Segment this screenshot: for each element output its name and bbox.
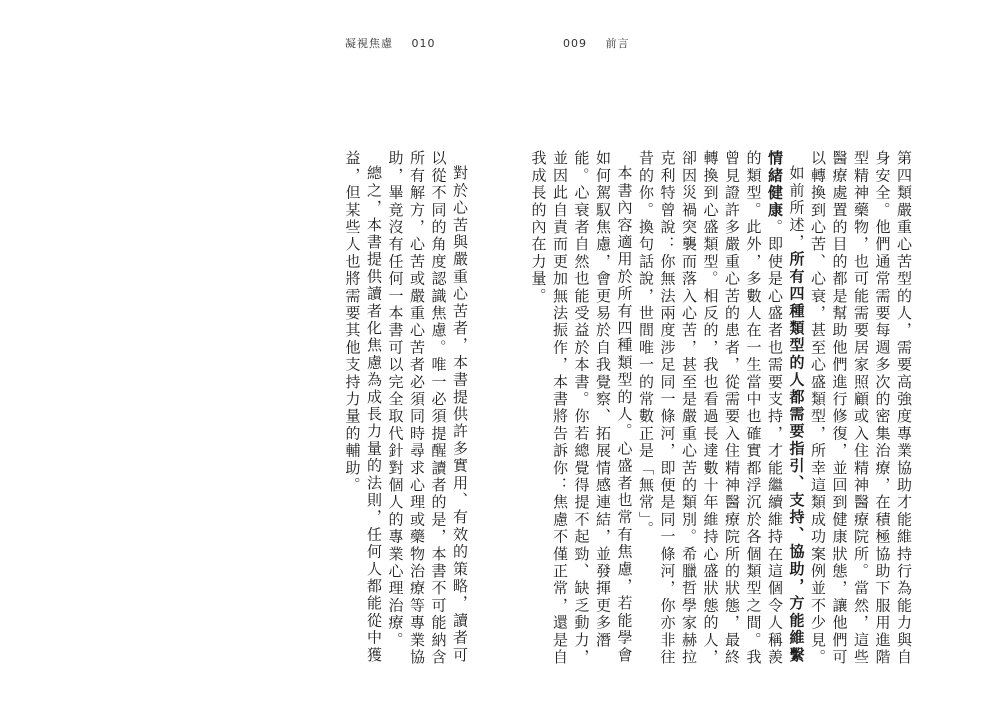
paragraph: 總之，本書提供讀者化焦慮為成長力量的法則，任何人都能從中獲益，但某些人也將需要其他支持力量的輔助。	[343, 150, 383, 664]
paragraph: 第四類嚴重心苦型的人，需要高強度專業協助才能維持行為能力與自身安全。他們通常需要每週多次的密集治療，在積極協助下服用進階型精神藥物，也可能需要居家照顧或入住精神醫療院所。當然，這些醫療處置的目的都是幫助他們進行修復，並回到健康狀態，讓他們可以轉換到心苦、心衰，甚至心盛類型，所幸這類成功案例並不少見。	[809, 150, 913, 666]
paragraph: 對於心苦與嚴重心苦者，本書提供許多實用、有效的策略，讀者可以從不同的角度認識焦慮。唯一必須提醒讀者的是，本書不可能納含所有解方，心苦或嚴重心苦者必須同時尋求心理或藥物治療等專業協助，畢竟沒有任何一本書可以完全取代針對個人的專業心理治療。	[386, 150, 469, 666]
left-page-body	[140, 150, 470, 680]
paragraph: 本書內容適用於所有四種類型的人。心盛者也常有焦慮，若能學會如何駕馭焦慮，會更易於自我覺察、拓展情感連結，並發揮更多潛能。心衰者自然也能受益於本書。你若總覺得提不起勁、缺乏動力，並因此自責而更加無法振作，本書將告訴你：焦慮不僅正常，還是自我成長的內在力量。	[529, 150, 634, 666]
running-header-right	[563, 35, 644, 51]
right-page-body	[394, 150, 914, 680]
page-number-left: 010	[411, 37, 436, 50]
page-number-right: 009	[563, 37, 587, 50]
bold-emphasis: 所有四種類型的人都需要指引、支持、協助，方能維繫情緒健康	[766, 150, 806, 664]
section-title: 前言	[605, 37, 630, 50]
book-title: 凝視焦慮	[345, 37, 393, 50]
running-header-left	[345, 35, 450, 51]
paragraph: 如前所述，所有四種類型的人都需要指引、支持、協助，方能維繫情緒健康。即使是心盛者也需要支持，才能繼續維持在這個令人稱羨的類型。此外，多數人在一生當中也確實都浮沉於各個類型之間。我曾見證許多嚴重心苦的患者，從需要入住精神醫療院所的狀態，最終轉換到心盛類型。相反的，我也看過長達數十年維持心盛狀態的人，卻因災禍突襲而落入心苦，甚至是嚴重心苦的類別。希臘哲學家赫拉克利特曾說：你無法兩度涉足同一條河，即便是同一條河，你亦非往昔的你。換句話說，世間唯一的常數正是「無常」。	[637, 150, 806, 667]
